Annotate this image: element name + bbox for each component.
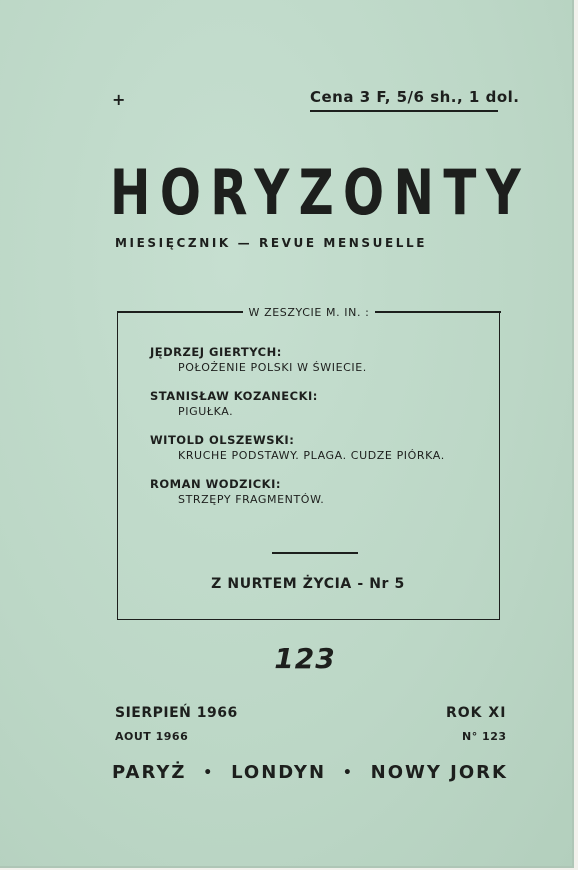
entry-author: JĘDRZEJ GIERTYCH: — [150, 345, 282, 359]
contents-header — [117, 303, 501, 321]
issue-no: N° 123 — [462, 730, 507, 743]
entry-work: PIGUŁKA. — [178, 405, 234, 418]
volume-year: ROK XI — [446, 705, 507, 721]
list-item — [150, 476, 480, 508]
city-new-york: NOWY JORK — [370, 762, 508, 783]
entry-author: STANISŁAW KOZANECKI: — [150, 389, 318, 403]
masthead-title: HORYZONTY — [110, 156, 531, 229]
price-line: Cena 3 F, 5/6 sh., 1 dol. — [310, 88, 520, 106]
entry-author: ROMAN WODZICKI: — [150, 477, 281, 491]
list-item — [150, 344, 480, 376]
city-london: LONDYN — [231, 762, 327, 783]
date-french: AOUT 1966 — [115, 730, 189, 743]
cities-line — [112, 762, 508, 783]
issue-number: 123 — [274, 642, 336, 675]
contents-list — [150, 344, 480, 520]
entry-work: POŁOŻENIE POLSKI W ŚWIECIE. — [178, 361, 367, 374]
bullet-icon: • — [203, 764, 215, 781]
contents-header-rule-right — [375, 311, 501, 313]
entry-work: STRZĘPY FRAGMENTÓW. — [178, 493, 325, 506]
contents-label: W ZESZYCIE M. IN. : — [248, 305, 370, 319]
price-underline — [310, 110, 498, 112]
entry-author: WITOLD OLSZEWSKI: — [150, 433, 295, 447]
contents-header-rule-left — [117, 311, 243, 313]
contents-divider — [272, 552, 358, 554]
date-polish: SIERPIEŃ 1966 — [115, 705, 238, 721]
list-item — [150, 432, 480, 464]
bullet-icon: • — [342, 764, 354, 781]
masthead-subtitle: MIESIĘCZNIK — REVUE MENSUELLE — [115, 236, 428, 250]
city-paris: PARYŻ — [112, 762, 187, 783]
series-line: Z NURTEM ŻYCIA - Nr 5 — [211, 576, 405, 592]
entry-work: KRUCHE PODSTAWY. PLAGA. CUDZE PIÓRKA. — [178, 449, 445, 462]
cross-mark: + — [112, 90, 126, 109]
list-item — [150, 388, 480, 420]
